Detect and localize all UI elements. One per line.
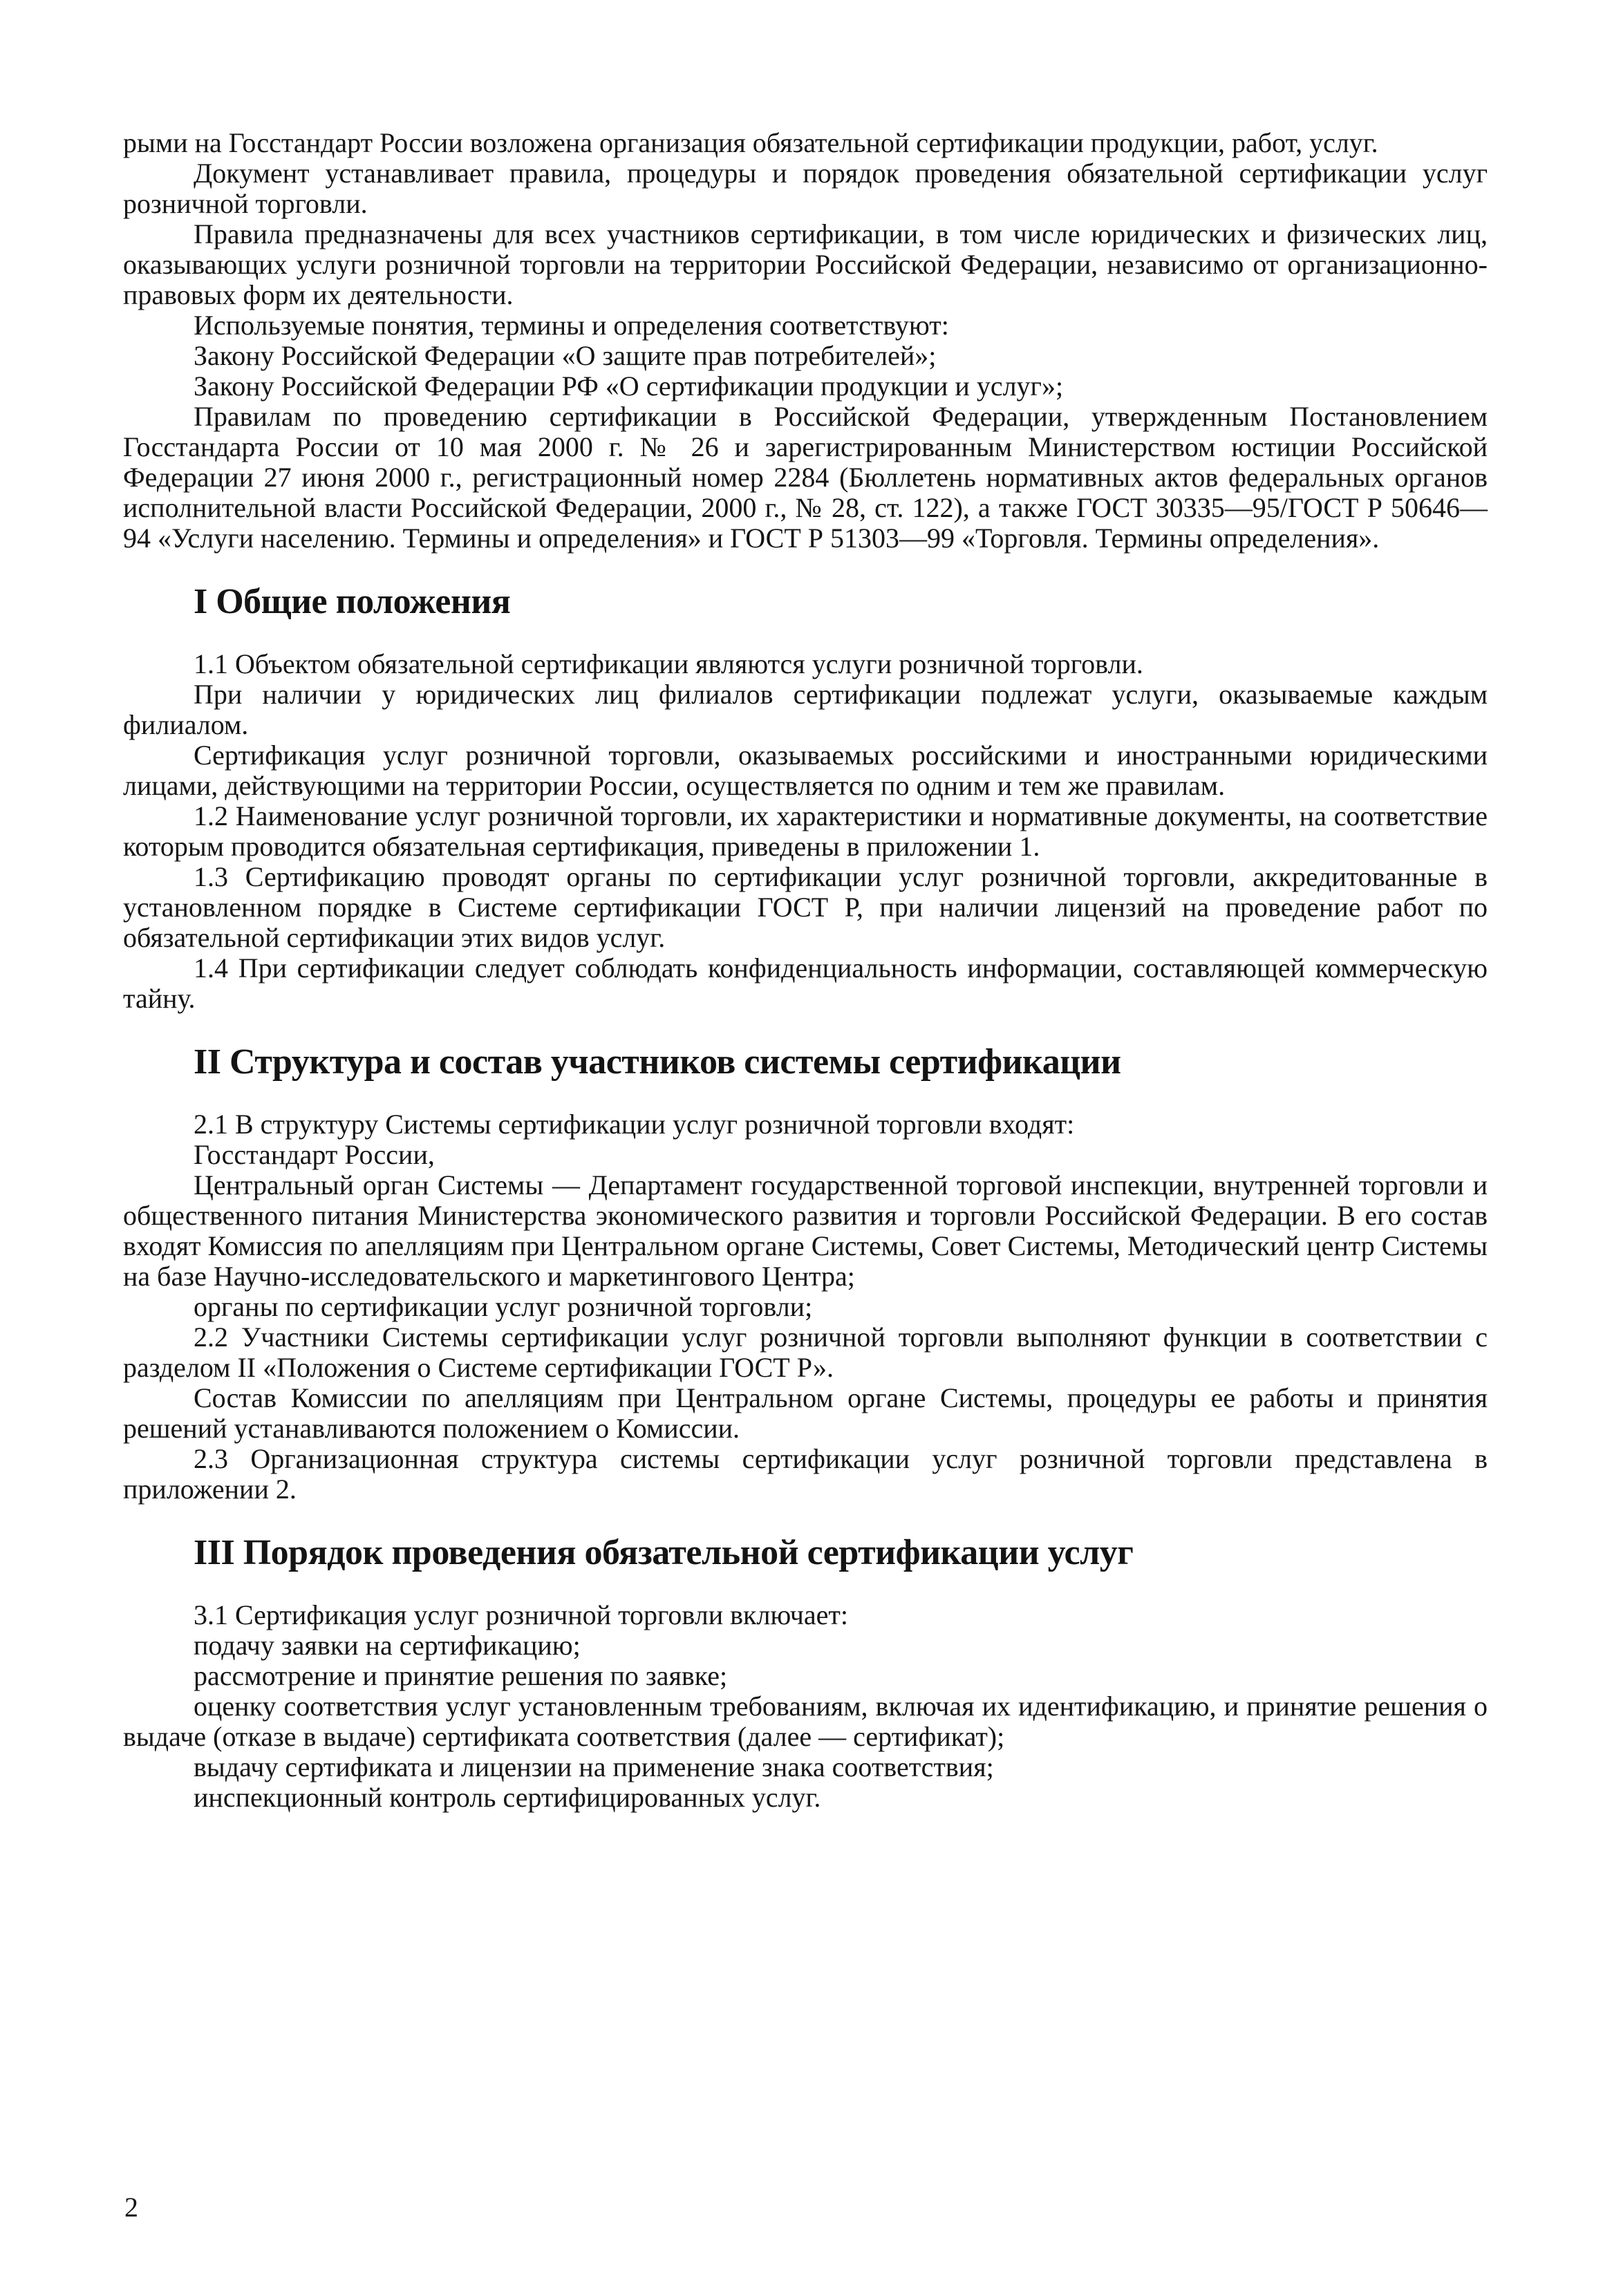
section-1-paragraph: 1.4 При сертификации следует соблюдать конфиденциальность информации, составляющей коммерческую тайну. [123, 952, 1488, 1014]
section-2-paragraph: 2.1 В структуру Системы сертификации услуг розничной торговли входят: [194, 1109, 1075, 1140]
intro-paragraph: Используемые понятия, термины и определения соответствуют: [194, 310, 949, 341]
section-1-paragraph: Сертификация услуг розничной торговли, оказываемых российскими и иностранными юридическими лицами, действующими на территории России, осуществляется по одним и тем же правилам. [123, 740, 1488, 801]
section-3-heading: III Порядок проведения обязательной сертификации услуг [194, 1533, 1134, 1572]
section-3-paragraph: оценку соответствия услуг установленным требованиям, включая их идентификацию, и принятие решения о выдаче (отказе в выдаче) сертификата соответствия (далее — сертификат); [123, 1691, 1488, 1752]
section-2-paragraph: 2.2 Участники Системы сертификации услуг розничной торговли выполняют функции в соответствии с разделом II «Положения о Системе сертификации ГОСТ Р». [123, 1321, 1488, 1383]
intro-paragraph: Закону Российской Федерации РФ «О сертификации продукции и услуг»; [194, 370, 1064, 402]
section-3-paragraph: выдачу сертификата и лицензии на применение знака соответствия; [194, 1751, 994, 1782]
section-3-paragraph: подачу заявки на сертификацию; [194, 1630, 581, 1661]
section-2-paragraph: органы по сертификации услуг розничной торговли; [194, 1291, 813, 1322]
section-1-paragraph: 1.1 Объектом обязательной сертификации являются услуги розничной торговли. [194, 648, 1143, 679]
section-1-heading: I Общие положения [194, 582, 511, 621]
intro-paragraph: Правилам по проведению сертификации в Российской Федерации, утвержденным Постановлением Госстандарта России от 10 мая 2000 г. № 26 и зарегистрированным Министерством юстиции Российской Федерации 27 июня 2000 г., регистрационный номер 2284 (Бюллетень нормативных актов федеральных органов исполнительной власти Российской Федерации, 2000 г., № 28, ст. 122), а также ГОСТ 30335—95/ГОСТ Р 50646—94 «Услуги населению. Термины и определения» и ГОСТ Р 51303—99 «Торговля. Термины определения». [123, 401, 1488, 554]
section-2-heading: II Структура и состав участников системы сертификации [194, 1042, 1121, 1082]
section-3-paragraph: инспекционный контроль сертифицированных услуг. [194, 1782, 821, 1813]
section-3-paragraph: рассмотрение и принятие решения по заявке; [194, 1660, 728, 1691]
intro-paragraph: Закону Российской Федерации «О защите прав потребителей»; [194, 340, 937, 371]
section-1-paragraph: 1.2 Наименование услуг розничной торговли, их характеристики и нормативные документы, на соответствие которым проводится обязательная сертификация, приведены в приложении 1. [123, 800, 1488, 862]
section-3-paragraph: 3.1 Сертификация услуг розничной торговли включает: [194, 1599, 849, 1630]
page-number: 2 [124, 2192, 138, 2223]
section-2-paragraph: 2.3 Организационная структура системы сертификации услуг розничной торговли представлена в приложении 2. [123, 1443, 1488, 1505]
section-2-paragraph: Центральный орган Системы — Департамент государственной торговой инспекции, внутренней торговли и общественного питания Министерства экономического развития и торговли Российской Федерации. В его состав входят Комиссия по апелляциям при Центральном органе Системы, Совет Системы, Методический центр Системы на базе Научно-исследовательского и маркетингового Центра; [123, 1169, 1488, 1292]
intro-paragraph: Документ устанавливает правила, процедуры и порядок проведения обязательной сертификации услуг розничной торговли. [123, 158, 1488, 219]
intro-paragraph: рыми на Госстандарт России возложена организация обязательной сертификации продукции, работ, услуг. [123, 127, 1378, 158]
section-1-paragraph: При наличии у юридических лиц филиалов сертификации подлежат услуги, оказываемые каждым филиалом. [123, 679, 1488, 740]
intro-paragraph: Правила предназначены для всех участников сертификации, в том числе юридических и физических лиц, оказывающих услуги розничной торговли на территории Российской Федерации, независимо от организационно-правовых форм их деятельности. [123, 218, 1488, 310]
section-2-paragraph: Состав Комиссии по апелляциям при Центральном органе Системы, процедуры ее работы и принятия решений устанавливаются положением о Комиссии. [123, 1382, 1488, 1444]
section-2-paragraph: Госстандарт России, [194, 1139, 435, 1170]
page-content [123, 128, 1488, 1813]
section-1-paragraph: 1.3 Сертификацию проводят органы по сертификации услуг розничной торговли, аккредитованные в установленном порядке в Системе сертификации ГОСТ Р, при наличии лицензий на проведение работ по обязательной сертификации этих видов услуг. [123, 861, 1488, 953]
